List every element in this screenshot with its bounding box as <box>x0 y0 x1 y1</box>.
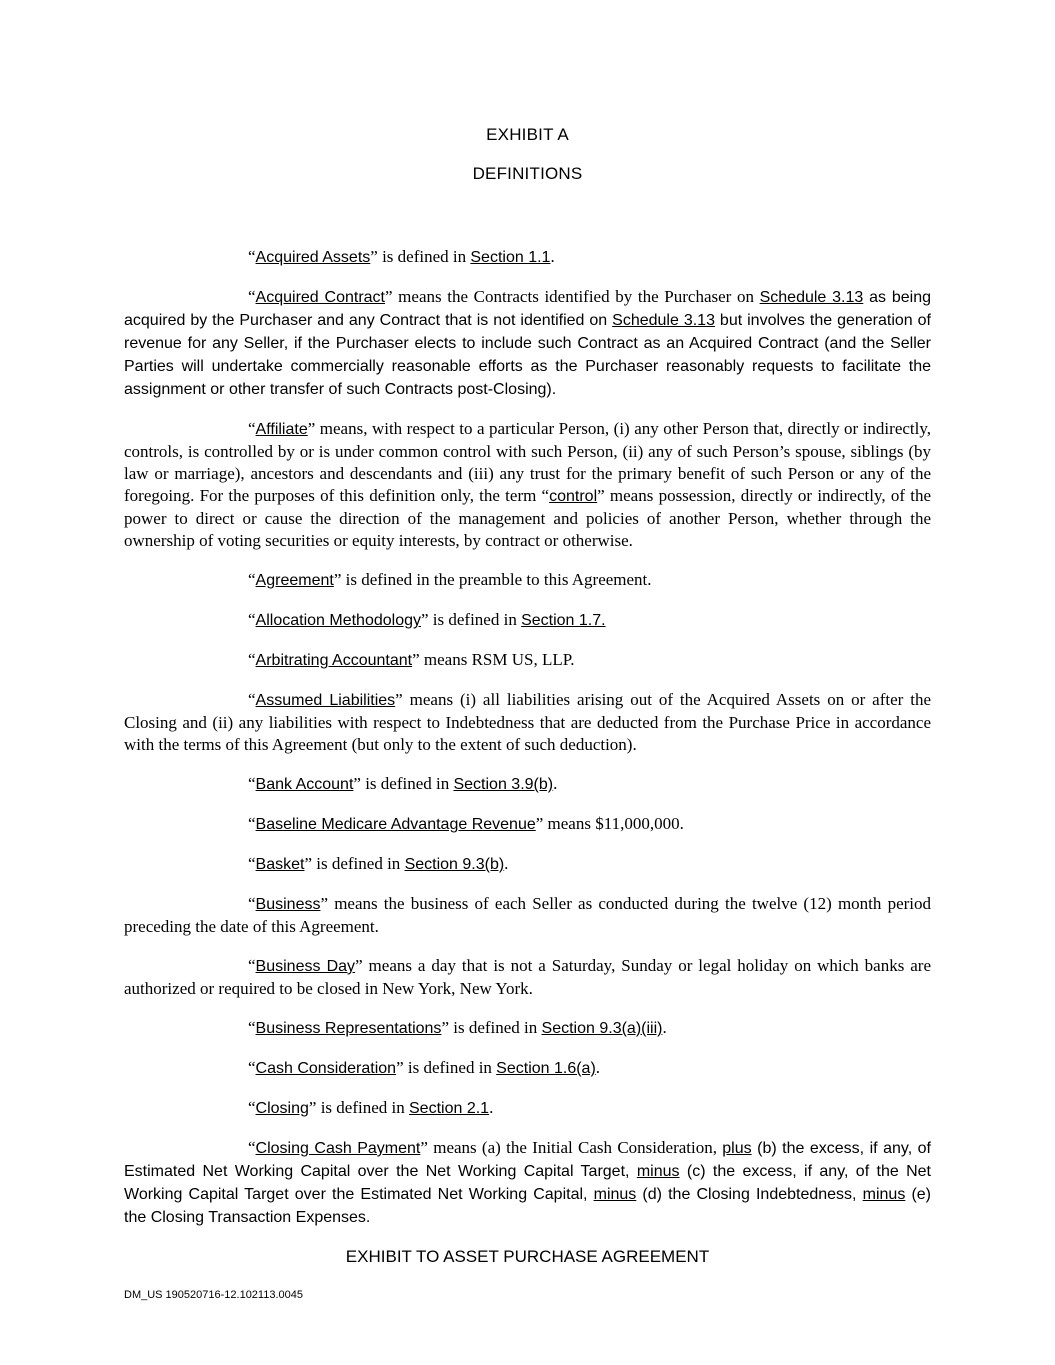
defined-term: Agreement <box>255 572 334 589</box>
definition-acquired-contract: “Acquired Contract” means the Contracts identified by the Purchaser on Schedule 3.13 as being acquired by the Purchaser and any Contract that is not identified on Schedule 3.13 but involves the generation of revenue for any Seller, if the Purchaser elects to include such Contract as an Acquired Contract (and the Seller Parties will undertake commercially reasonable efforts as the Purchaser reasonably requests to facilitate the assignment or other transfer of such Contracts post-Closing). <box>124 287 932 398</box>
definition-business-representations: “Business Representations” is defined in Section 9.3(a)(iii). <box>248 1018 667 1037</box>
defined-term: Closing <box>255 1100 309 1117</box>
defined-term: Allocation Methodology <box>255 612 421 629</box>
defined-term: Closing Cash Payment <box>255 1140 421 1157</box>
definition-affiliate: “Affiliate” means, with respect to a particular Person, (i) any other Person that, directly or indirectly, controls, is controlled by or is under common control with such Person, (ii) any of such Person’s spouse, siblings (by law or marriage), ancestors and descendants and (iii) any trust for the primary benefit of such Person or any of the foregoing. For the purposes of this definition only, the term “control” means possession, directly or indirectly, of the power to direct or cause the direction of the management and policies of another Person, whether through the ownership of voting securities or equity interests, by contract or otherwise. <box>124 419 931 550</box>
definition-bank-account: “Bank Account” is defined in Section 3.9(b). <box>248 774 558 793</box>
defined-term: Basket <box>255 856 305 873</box>
defined-term: Bank Account <box>255 776 354 793</box>
operator-plus: plus <box>722 1140 752 1157</box>
defined-term: Business Representations <box>255 1020 442 1037</box>
defined-term: Cash Consideration <box>255 1060 397 1077</box>
operator-minus: minus <box>862 1186 906 1203</box>
section-reference: Section 3.9(b) <box>453 776 554 793</box>
definition-closing-cash-payment: “Closing Cash Payment” means (a) the Initial Cash Consideration, plus (b) the excess, if any, of Estimated Net Working Capital over the Net Working Capital Target, minus (c) the excess, if any, of the Net Working Capital Target over the Estimated Net Working Capital, minus (d) the Closing Indebtedness, minus (e) the Closing Transaction Expenses. <box>124 1138 932 1226</box>
section-reference: Section 9.3(a)(iii) <box>541 1020 663 1037</box>
section-reference: Section 9.3(b) <box>404 856 505 873</box>
defined-term: Acquired Contract <box>255 289 385 306</box>
operator-minus: minus <box>636 1163 680 1180</box>
section-reference: Section 1.7. <box>521 612 606 629</box>
definition-allocation-methodology: “Allocation Methodology” is defined in Section 1.7. <box>248 610 606 629</box>
definition-baseline-medicare-advantage-revenue: “Baseline Medicare Advantage Revenue” means $11,000,000. <box>248 814 684 833</box>
definition-arbitrating-accountant: “Arbitrating Accountant” means RSM US, LLP. <box>248 650 575 669</box>
schedule-reference: Schedule 3.13 <box>759 289 864 306</box>
defined-term: Arbitrating Accountant <box>255 652 413 669</box>
defined-term: control <box>549 488 598 505</box>
section-reference: Section 1.1 <box>470 249 551 266</box>
definitions-heading: DEFINITIONS <box>472 164 583 183</box>
defined-term: Baseline Medicare Advantage Revenue <box>255 816 536 833</box>
defined-term: Assumed Liabilities <box>255 692 396 709</box>
defined-term: Acquired Assets <box>255 249 371 266</box>
operator-minus: minus <box>593 1186 637 1203</box>
section-reference: Section 2.1 <box>409 1100 490 1117</box>
definitions-list <box>124 246 931 1246</box>
definition-closing: “Closing” is defined in Section 2.1. <box>248 1098 494 1117</box>
document-id: DM_US 190520716-12.102113.0045 <box>124 1289 303 1301</box>
definition-business-day: “Business Day” means a day that is not a Saturday, Sunday or legal holiday on which banks are authorized or required to be closed in New York, New York. <box>124 956 931 998</box>
definition-business: “Business” means the business of each Seller as conducted during the twelve (12) month period preceding the date of this Agreement. <box>124 894 931 936</box>
defined-term: Business <box>255 896 321 913</box>
schedule-reference: Schedule 3.13 <box>612 312 715 329</box>
definition-acquired-assets: “Acquired Assets” is defined in Section 1.1. <box>248 247 555 266</box>
definition-agreement: “Agreement” is defined in the preamble to this Agreement. <box>248 570 652 589</box>
definition-cash-consideration: “Cash Consideration” is defined in Section 1.6(a). <box>248 1058 601 1077</box>
section-reference: Section 1.6(a) <box>496 1060 596 1077</box>
exhibit-heading: EXHIBIT A <box>486 125 569 144</box>
defined-term: Business Day <box>255 958 356 975</box>
definition-basket: “Basket” is defined in Section 9.3(b). <box>248 854 509 873</box>
definition-assumed-liabilities: “Assumed Liabilities” means (i) all liabilities arising out of the Acquired Assets on or after the Closing and (ii) any liabilities with respect to Indebtedness that are deducted from the Purchase Price in accordance with the terms of this Agreement (but only to the extent of such deduction). <box>124 690 931 754</box>
footer-title: EXHIBIT TO ASSET PURCHASE AGREEMENT <box>345 1247 710 1266</box>
defined-term: Affiliate <box>255 421 308 438</box>
